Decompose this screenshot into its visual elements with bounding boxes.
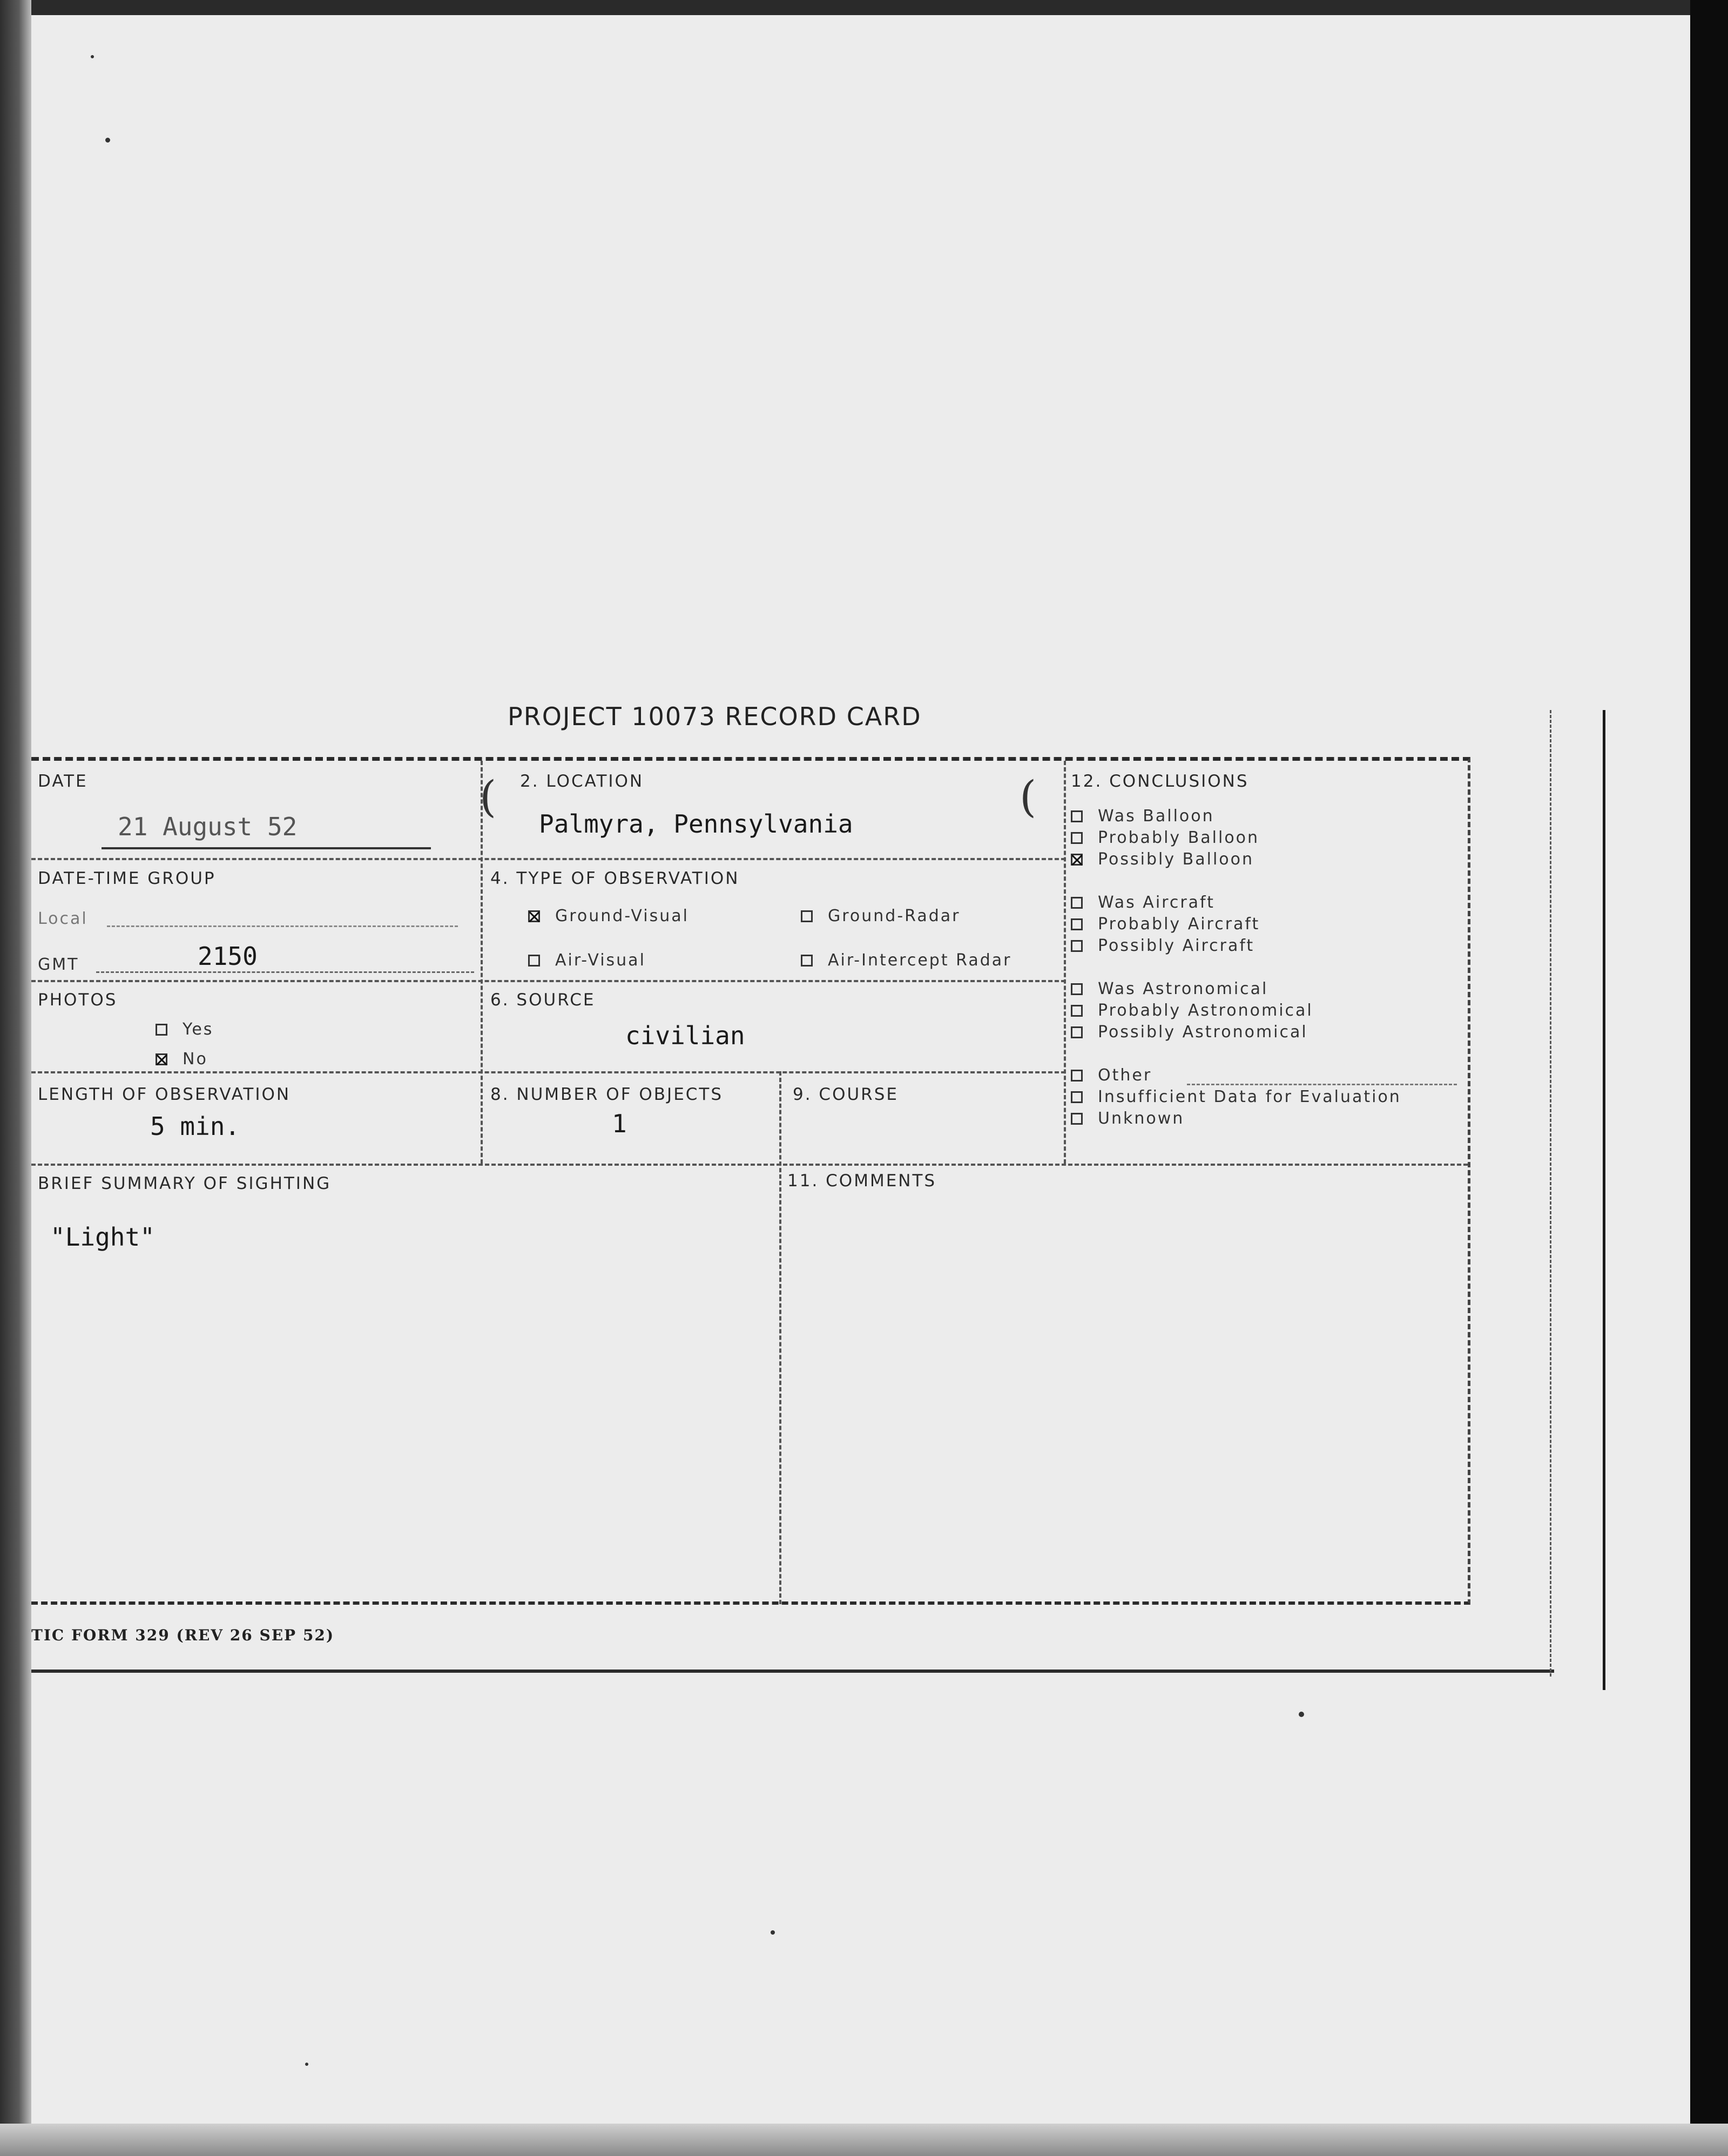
conclusion-possibly-balloon: Possibly Balloon [1071,850,1254,869]
conclusion-was-balloon: Was Balloon [1071,807,1214,826]
summary-label: BRIEF SUMMARY OF SIGHTING [38,1174,332,1193]
checkbox-icon [1071,1026,1083,1038]
checkbox-icon [1071,832,1083,844]
datetime-group-label: DATE-TIME GROUP [38,869,216,888]
conclusion-possibly-aircraft: Possibly Aircraft [1071,936,1254,955]
checkbox-icon [1071,918,1083,930]
checkbox-icon [1071,1091,1083,1103]
conclusion-possibly-astronomical: Possibly Astronomical [1071,1023,1308,1042]
record-card [31,757,1470,1605]
divider [31,858,1065,860]
other-line [1187,1084,1457,1085]
conclusion-was-aircraft: Was Aircraft [1071,893,1215,912]
divider [1064,761,1066,1164]
scan-border-left [0,0,31,2156]
dust-speck [305,2063,308,2066]
checkbox-icon [1071,983,1083,995]
checkbox-icon [1071,810,1083,822]
dust-speck [1299,1712,1304,1717]
checkbox-checked-icon [528,910,540,922]
objects-label: 8. NUMBER OF OBJECTS [490,1085,724,1104]
local-time-line [107,925,458,927]
photos-option-yes: Yes [156,1020,213,1039]
location-label: 2. LOCATION [520,772,644,791]
checkbox-icon [1071,1113,1083,1125]
right-dashed-rule [1550,710,1551,1677]
checkbox-icon [156,1024,167,1036]
conclusion-probably-astronomical: Probably Astronomical [1071,1001,1313,1020]
comments-label: 11. COMMENTS [787,1171,937,1191]
date-underline [102,847,431,849]
conclusion-was-astronomical: Was Astronomical [1071,979,1268,998]
gmt-label: GMT [38,955,79,974]
checkbox-icon [1071,1005,1083,1017]
scan-border-right [1690,0,1728,2156]
divider [779,1071,781,1604]
observation-type-label: 4. TYPE OF OBSERVATION [490,869,740,888]
checkbox-icon [1071,940,1083,952]
checkbox-checked-icon [1071,854,1083,866]
course-label: 9. COURSE [793,1085,899,1104]
checkbox-icon [801,955,813,967]
source-value: civilian [625,1021,745,1050]
observation-option-air-visual: Air-Visual [528,951,646,970]
date-value: 21 August 52 [118,812,298,841]
conclusion-other: Other [1071,1066,1152,1085]
length-value: 5 min. [150,1112,240,1141]
bottom-rule [31,1670,1554,1673]
dust-speck [771,1930,775,1935]
source-label: 6. SOURCE [490,990,596,1010]
conclusion-unknown: Unknown [1071,1109,1184,1128]
scan-border-bottom [0,2124,1728,2156]
length-label: LENGTH OF OBSERVATION [38,1085,291,1104]
right-rule [1603,710,1605,1690]
checkbox-icon [1071,897,1083,909]
checkbox-icon [801,910,813,922]
conclusion-probably-aircraft: Probably Aircraft [1071,915,1260,934]
divider [31,1071,1065,1073]
checkbox-checked-icon [156,1053,167,1065]
date-label: DATE [38,772,88,791]
conclusion-probably-balloon: Probably Balloon [1071,828,1259,847]
scan-border-top [0,0,1728,15]
dust-speck [91,55,94,58]
card-title: PROJECT 10073 RECORD CARD [508,702,922,731]
gmt-value: 2150 [198,942,258,971]
location-value: Palmyra, Pennsylvania [539,809,853,839]
observation-option-air-intercept-radar: Air-Intercept Radar [801,951,1011,970]
gmt-line [96,971,474,973]
bracket-mark: ( [480,772,497,822]
local-time-label: Local [38,909,88,928]
objects-value: 1 [612,1109,627,1138]
observation-option-ground-radar: Ground-Radar [801,907,961,925]
observation-option-ground-visual: Ground-Visual [528,907,689,925]
conclusion-insufficient-data: Insufficient Data for Evaluation [1071,1087,1401,1106]
checkbox-icon [1071,1070,1083,1082]
photos-option-no: No [156,1050,208,1069]
divider [31,980,1065,982]
bracket-mark: ( [1020,772,1037,822]
form-id: TIC FORM 329 (REV 26 SEP 52) [31,1626,335,1644]
dust-speck [105,138,110,143]
conclusions-label: 12. CONCLUSIONS [1071,772,1249,791]
summary-value: "Light" [50,1222,155,1252]
photos-label: PHOTOS [38,990,118,1010]
checkbox-icon [528,955,540,967]
divider [31,1164,1468,1166]
